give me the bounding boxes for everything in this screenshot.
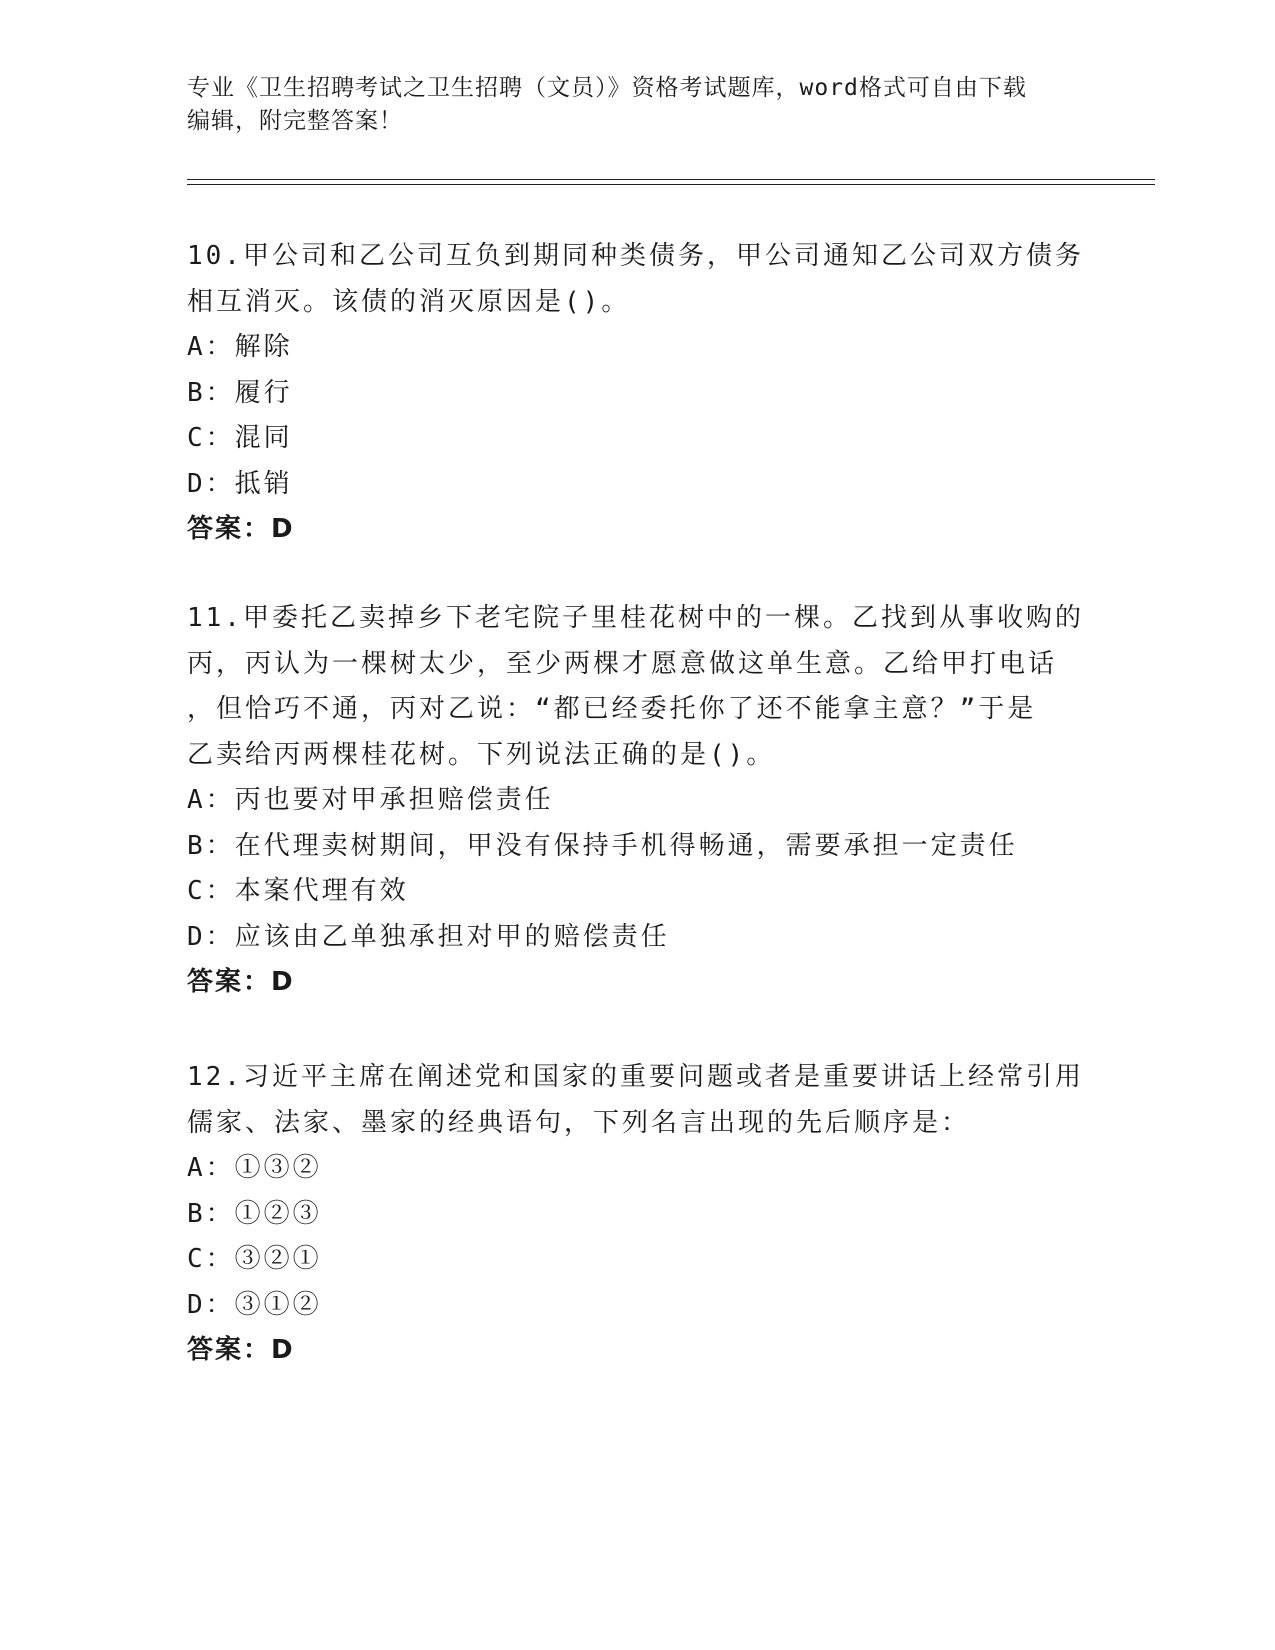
stem-line: ，但恰巧不通，丙对乙说：“都已经委托你了还不能拿主意？”于是 — [187, 694, 1037, 724]
stem-line: 乙卖给丙两棵桂花树。下列说法正确的是()。 — [187, 739, 776, 770]
stem-line: 丙，丙认为一棵树太少，至少两棵才愿意做这单生意。乙给甲打电话 — [187, 648, 1058, 679]
option-a: A：①③② — [187, 1153, 322, 1183]
option-c: C：本案代理有效 — [187, 876, 409, 906]
option-c: C：③②① — [187, 1244, 322, 1274]
option-d: D：抵销 — [187, 468, 293, 499]
option-b: B：履行 — [187, 377, 293, 408]
answer-line: 答案：D — [187, 967, 295, 997]
option-c: C：混同 — [187, 423, 293, 453]
answer-line: 答案：D — [187, 1335, 295, 1365]
option-a: A：丙也要对甲承担赔偿责任 — [187, 785, 554, 815]
header-divider-top — [187, 179, 1155, 180]
header-line-1: 专业《卫生招聘考试之卫生招聘（文员）》资格考试题库，word格式可自由下载 — [187, 75, 1027, 101]
option-a: A：解除 — [187, 332, 293, 362]
option-d: D：③①② — [187, 1289, 322, 1320]
document-header — [187, 72, 1087, 138]
question-stem — [187, 1055, 1087, 1146]
stem-line: 12.习近平主席在阐述党和国家的重要问题或者是重要讲话上经常引用 — [187, 1062, 1084, 1092]
header-divider-bottom — [187, 184, 1155, 185]
question-stem — [187, 596, 1087, 778]
stem-line: 10.甲公司和乙公司互负到期同种类债务，甲公司通知乙公司双方债务 — [187, 241, 1084, 271]
header-line-2: 编辑，附完整答案！ — [187, 108, 403, 134]
option-b: B：①②③ — [187, 1198, 322, 1229]
question-10 — [187, 234, 1087, 553]
answer-line: 答案：D — [187, 514, 295, 544]
stem-line: 相互消灭。该债的消灭原因是()。 — [187, 286, 631, 317]
question-stem — [187, 234, 1087, 325]
option-d: D：应该由乙单独承担对甲的赔偿责任 — [187, 921, 670, 952]
stem-line: 儒家、法家、墨家的经典语句，下列名言出现的先后顺序是： — [187, 1107, 971, 1138]
question-12 — [187, 1055, 1087, 1374]
question-11 — [187, 596, 1087, 1006]
option-b: B：在代理卖树期间，甲没有保持手机得畅通，需要承担一定责任 — [187, 830, 1018, 861]
stem-line: 11.甲委托乙卖掉乡下老宅院子里桂花树中的一棵。乙找到从事收购的 — [187, 603, 1084, 633]
